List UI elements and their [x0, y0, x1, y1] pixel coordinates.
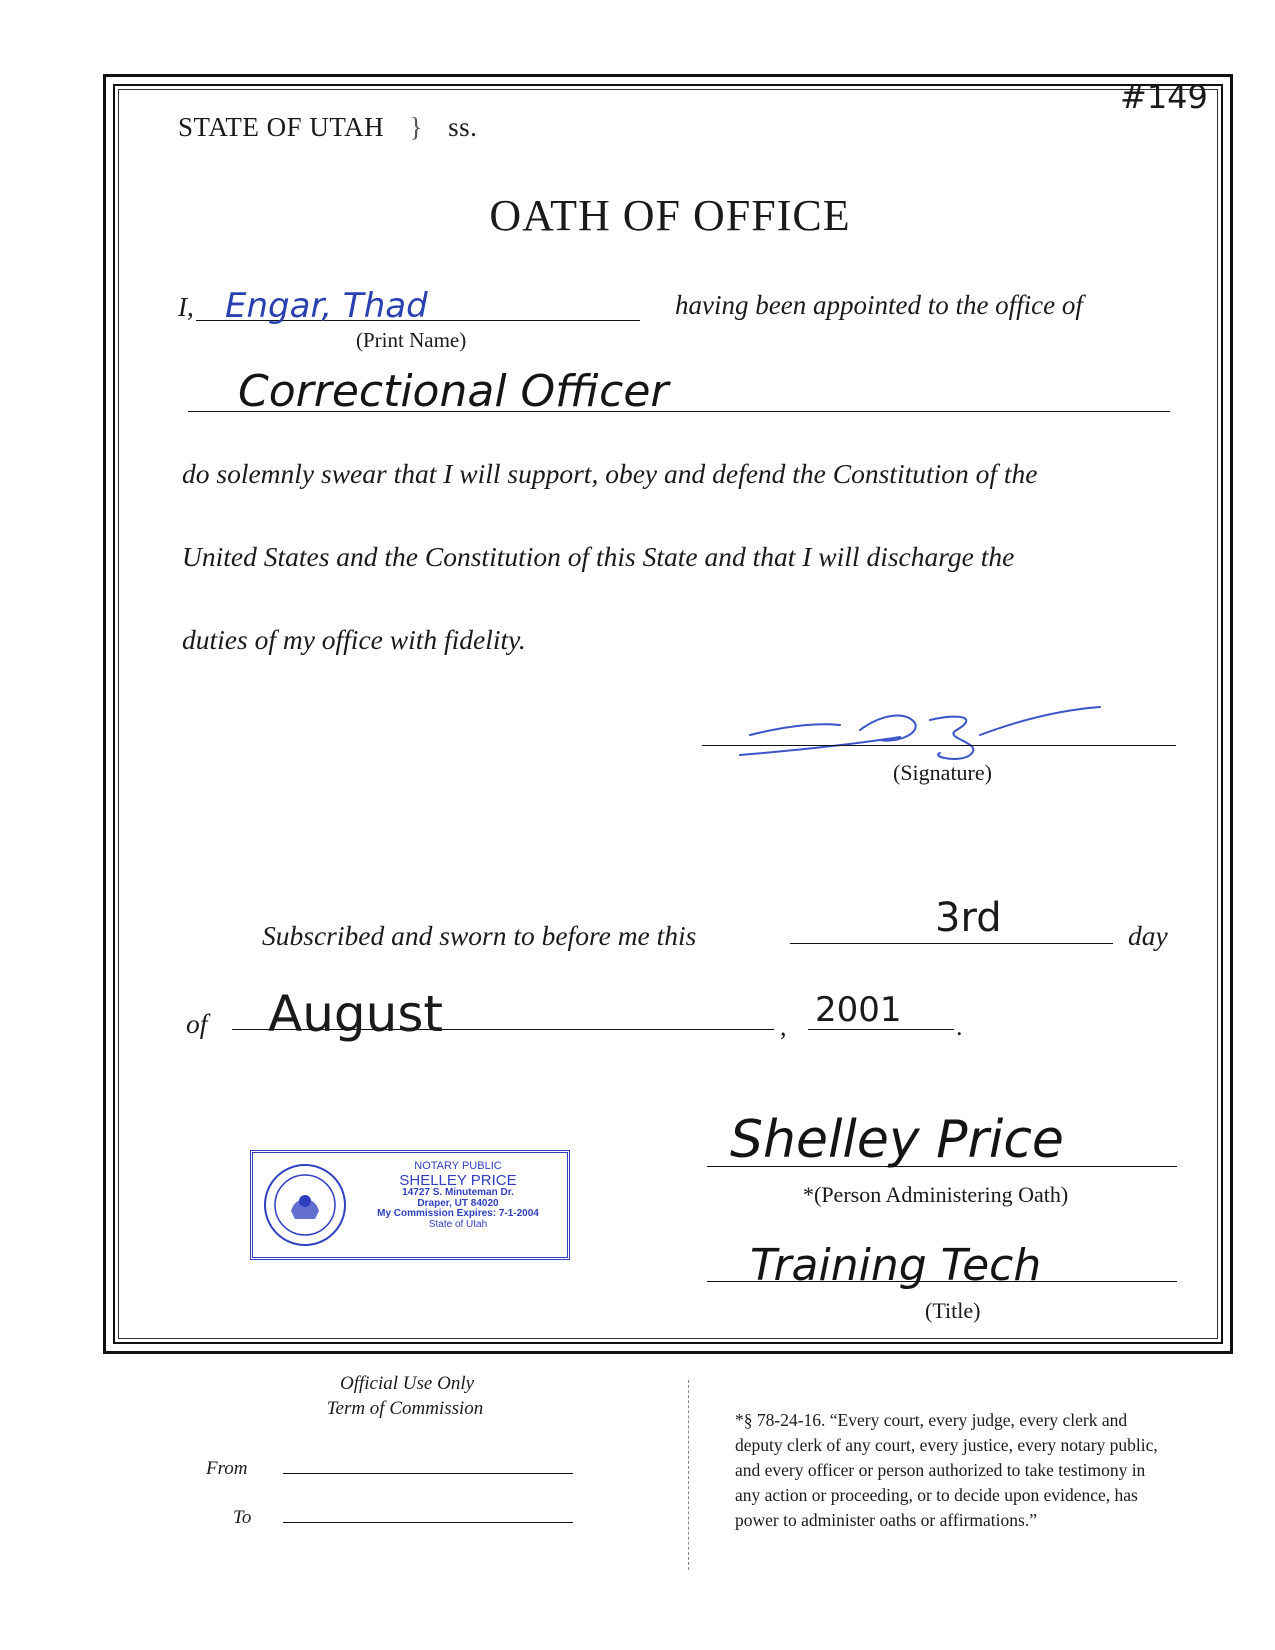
signature-caption: (Signature): [893, 760, 992, 785]
seal-line-1: NOTARY PUBLIC: [414, 1160, 502, 1172]
intro-prefix: I,: [178, 292, 194, 322]
seal-line-2: SHELLEY PRICE: [399, 1171, 517, 1189]
state-line: STATE OF UTAH: [178, 112, 385, 142]
office-line: [188, 411, 1170, 412]
footnote-line-4: any action or proceeding, or to decide upon evidence, has: [735, 1485, 1138, 1505]
seal-line-6: State of Utah: [428, 1218, 488, 1230]
title-caption: (Title): [925, 1298, 981, 1323]
period: .: [956, 1012, 963, 1041]
administrator-caption: *(Person Administering Oath): [803, 1182, 1069, 1207]
footnote-line-5: power to administer oaths or affirmations.”: [735, 1510, 1037, 1530]
divider: [688, 1380, 689, 1570]
day-word: day: [1128, 920, 1168, 951]
ss-label: ss.: [448, 112, 478, 142]
month-handwritten: August: [268, 985, 443, 1043]
office-handwritten: Correctional Officer: [238, 366, 669, 417]
footnote-line-3: and every officer or person authorized to take testimony in: [735, 1460, 1146, 1480]
state-seal-emblem: [261, 1161, 349, 1249]
oath-line-2: United States and the Constitution of this State and that I will discharge the: [182, 541, 1015, 572]
footnote: [735, 1408, 1158, 1533]
page-title: OATH OF OFFICE: [489, 191, 851, 240]
term-of-commission-heading: Term of Commission: [326, 1398, 484, 1419]
name-handwritten: Engar, Thad: [225, 286, 428, 326]
day-handwritten: 3rd: [935, 895, 1002, 941]
seal-line-4: Draper, UT 84020: [417, 1197, 499, 1209]
state-header: [178, 112, 477, 143]
seal-text: [353, 1161, 563, 1230]
day-line: [790, 943, 1113, 944]
oath-line-3: duties of my office with fidelity.: [182, 624, 526, 655]
to-line: [283, 1522, 573, 1523]
name-caption: (Print Name): [356, 328, 467, 352]
administrator-signature: Shelley Price: [730, 1110, 1064, 1170]
to-label: To: [233, 1507, 252, 1528]
year-handwritten: 2001: [815, 990, 902, 1030]
document-number: #149: [1120, 78, 1208, 116]
subscribed-text: Subscribed and sworn to before me this: [262, 920, 697, 951]
administrator-line: [707, 1166, 1177, 1167]
oath-line-1: do solemnly swear that I will support, obey and defend the Constitution of the: [182, 458, 1038, 489]
from-line: [283, 1473, 573, 1474]
seal-line-5: My Commission Expires: 7-1-2004: [377, 1208, 539, 1220]
brace: }: [409, 112, 423, 142]
from-label: From: [206, 1458, 248, 1479]
notary-seal-stamp: [250, 1150, 570, 1260]
seal-line-3: 14727 S. Minuteman Dr.: [402, 1187, 514, 1199]
signature-line: [702, 745, 1176, 746]
title-handwritten: Training Tech: [750, 1240, 1042, 1291]
official-use-heading: Official Use Only: [340, 1373, 475, 1394]
appointed-text: having been appointed to the office of: [675, 290, 1083, 320]
footnote-line-2: deputy clerk of any court, every justice, every notary public,: [735, 1435, 1158, 1455]
of-word: of: [186, 1008, 208, 1039]
footnote-line-1: *§ 78-24-16. “Every court, every judge, every clerk and: [735, 1410, 1128, 1430]
title-line: [707, 1281, 1177, 1282]
comma: ,: [780, 1012, 787, 1041]
